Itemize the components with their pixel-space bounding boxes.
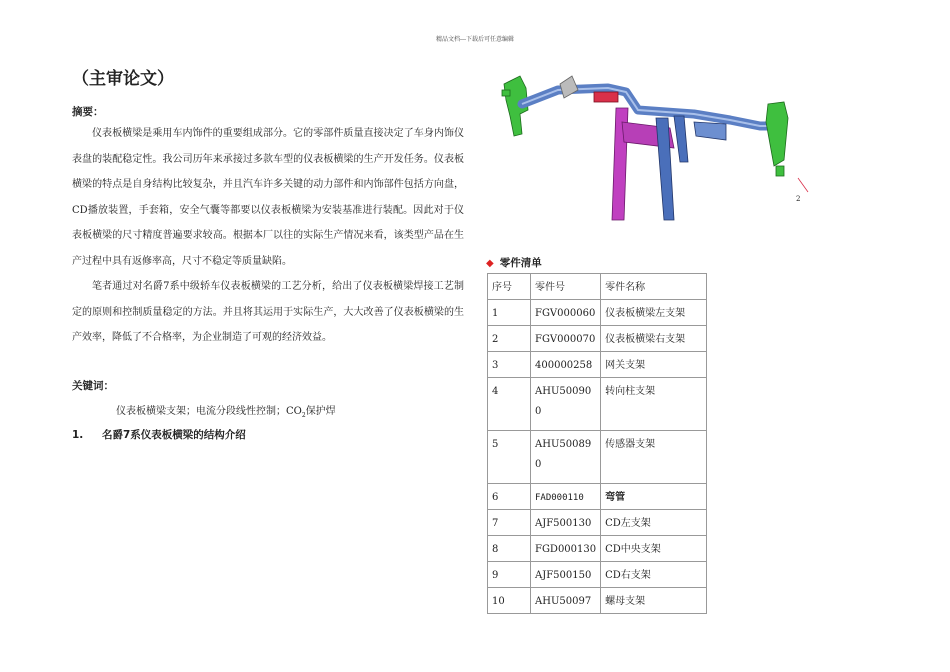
diamond-bullet-icon: ◆ — [486, 258, 494, 269]
cell-no: 3 — [488, 352, 531, 378]
cell-no: 10 — [488, 588, 531, 614]
keywords-text — [116, 402, 336, 419]
table-header-row — [488, 274, 707, 300]
cell-name: CD左支架 — [601, 510, 707, 536]
cell-name: 仪表板横梁右支架 — [601, 326, 707, 352]
red-bracket-shape — [594, 92, 618, 102]
cell-name: 螺母支架 — [601, 588, 707, 614]
cell-name: 网关支架 — [601, 352, 707, 378]
section-1-heading — [72, 427, 246, 442]
column-header-name: 零件名称 — [601, 274, 707, 300]
table-row — [488, 588, 707, 614]
section-1-title: 名爵7系仪表板横梁的结构介绍 — [102, 429, 246, 441]
cell-part-no: AHU50090 0 — [531, 378, 601, 431]
crossbeam-diagram — [498, 70, 818, 230]
cell-no: 1 — [488, 300, 531, 326]
cell-part-no: 400000258 — [531, 352, 601, 378]
parts-list-title: 零件清单 — [499, 257, 542, 269]
table-row — [488, 562, 707, 588]
table-row — [488, 378, 707, 431]
cell-no: 2 — [488, 326, 531, 352]
cell-name: 仪表板横梁左支架 — [601, 300, 707, 326]
page-header: 精品文档---下载后可任意编辑 — [435, 36, 515, 43]
cell-name: 转向柱支架 — [601, 378, 707, 431]
cell-no: 4 — [488, 378, 531, 431]
cell-part-no: AJF500130 — [531, 510, 601, 536]
keywords-label: 关键词： — [72, 380, 114, 392]
column-header-no: 序号 — [488, 274, 531, 300]
abstract-paragraph-1: 仪表板横梁是乘用车内饰件的重要组成部分。它的零部件质量直接决定了车身内饰仪表盘的装配稳定性。我公司历年来承接过多款车型的仪表板横梁的生产开发任务。仪表板横梁的特点是自身结构比较复杂，并且汽车许多关键的动力部件和内饰部件包括方向盘，CD播放装置，手套箱，安全气囊等都要以仪表板横梁为安装基准进行装配。因此对于仪表板横梁的尺寸精度普遍要求较高。根据本厂以往的实际生产情况来看，该类型产品在生产过程中具有返修率高，尺寸不稳定等质量缺陷。 — [72, 128, 464, 267]
cell-part-no: FGV000060 — [531, 300, 601, 326]
keywords-subscript: 2 — [301, 412, 306, 419]
right-bracket-shape — [766, 102, 788, 176]
cell-part-no: FGD000130 — [531, 536, 601, 562]
cell-part-no: FAD000110 — [531, 484, 601, 510]
cell-name: 传感器支架 — [601, 431, 707, 484]
abstract-label: 摘要： — [72, 106, 104, 118]
cell-no: 9 — [488, 562, 531, 588]
cell-no: 8 — [488, 536, 531, 562]
table-row — [488, 484, 707, 510]
parts-table — [487, 273, 707, 614]
table-row — [488, 300, 707, 326]
cell-part-no: FGV000070 — [531, 326, 601, 352]
keywords-prefix: 仪表板横梁支架；电流分段线性控制；CO — [116, 406, 302, 417]
column-header-part-no: 零件号 — [531, 274, 601, 300]
figure-label: 2 — [796, 195, 801, 203]
table-row — [488, 510, 707, 536]
section-1-number: 1. — [72, 429, 84, 441]
cell-part-no: AHU50089 0 — [531, 431, 601, 484]
parts-list-heading — [486, 255, 542, 270]
cell-name: CD中央支架 — [601, 536, 707, 562]
cell-name: CD右支架 — [601, 562, 707, 588]
cell-no: 5 — [488, 431, 531, 484]
cell-part-no: AJF500150 — [531, 562, 601, 588]
table-row — [488, 326, 707, 352]
abstract-body — [72, 121, 464, 351]
cell-no: 7 — [488, 510, 531, 536]
cell-name: 弯管 — [601, 484, 707, 510]
page-title: （主审论文） — [72, 69, 174, 89]
table-row — [488, 431, 707, 484]
table-row — [488, 352, 707, 378]
cell-no: 6 — [488, 484, 531, 510]
keywords-suffix: 保护焊 — [305, 406, 336, 417]
abstract-paragraph-2: 笔者通过对名爵7系中级轿车仪表板横梁的工艺分析，给出了仪表板横梁焊接工艺制定的原则和控制质量稳定的方法。并且将其运用于实际生产，大大改善了仪表板横梁的生产效率，降低了不合格率，为企业制造了可观的经济效益。 — [72, 281, 464, 343]
cell-part-no: AHU50097 — [531, 588, 601, 614]
table-row — [488, 536, 707, 562]
